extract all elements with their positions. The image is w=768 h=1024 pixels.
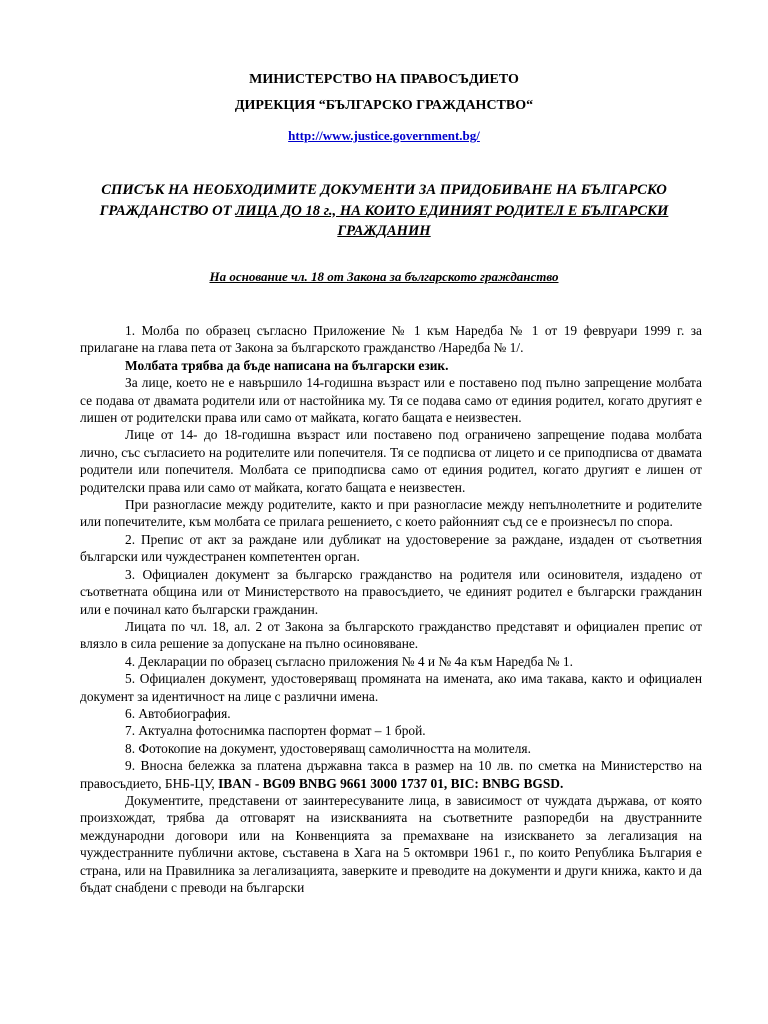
title-part-1: СПИСЪК НА НЕОБХОДИМИТЕ ДОКУМЕНТИ ЗА ПРИДОБИВАНЕ НА БЪЛГАРСКО ГРАЖДАНСТВО ОТ bbox=[99, 182, 667, 219]
ministry-heading: МИНИСТЕРСТВО НА ПРАВОСЪДИЕТО bbox=[249, 72, 519, 87]
legal-basis: На основание чл. 18 от Закона за българското гражданство bbox=[209, 269, 559, 284]
item-7: 7. Актуална фотоснимка паспортен формат – 1 брой. bbox=[125, 723, 426, 739]
directorate-heading: ДИРЕКЦИЯ “БЪЛГАРСКО ГРАЖДАНСТВО“ bbox=[234, 98, 534, 113]
website-line bbox=[0, 126, 768, 146]
item-4: 4. Декларации по образец съгласно приложения № 4 и № 4а към Наредба № 1. bbox=[125, 653, 573, 669]
document-title bbox=[80, 180, 688, 242]
item-6: 6. Автобиография. bbox=[125, 705, 231, 721]
item-1-language-note: Молбата трябва да бъде написана на български език. bbox=[125, 357, 449, 373]
document-body bbox=[80, 322, 702, 896]
item-8: 8. Фотокопие на документ, удостоверяващ самоличността на молителя. bbox=[125, 740, 531, 756]
item-9-text: 9. Вносна бележка за платена държавна такса в размер на 10 лв. по сметка на Министерство на правосъдието, БНБ-ЦУ, bbox=[80, 758, 702, 791]
item-2: 2. Препис от акт за раждане или дубликат на удостоверение за раждане, издаден от съответния български или чуждестранен компетентен орган. bbox=[80, 531, 702, 565]
item-1-14-to-18: Лице от 14- до 18-годишна възраст или поставено под ограничено запрещение подава молбата лично, със съгласието на родителите или попечителя. Тя се подписва от лицето и се приподписва от двамата родители или попечителя. Молбата се приподписва само от единия родител, когато другият е лишен от родителски права или само от майката, когато бащата е неизвестен. bbox=[80, 427, 702, 495]
item-9-iban: IBAN - BG09 BNBG 9661 3000 1737 01, BIC: BNBG BGSD. bbox=[218, 775, 564, 791]
item-1-under-14: За лице, което не е навършило 14-годишна възраст или е поставено под пълно запрещение молбата се подава от двамата родители или от настойника му. Тя се подава само от единия родител, когато другият е лишен от родителски права или само от майката, когато бащата е неизвестен. bbox=[80, 375, 702, 426]
item-3-adoption: Лицата по чл. 18, ал. 2 от Закона за българското гражданство представят и официален препис от влязло в сила решение за допускане на пълно осиновяване. bbox=[80, 618, 702, 652]
item-3: 3. Официален документ за българско гражданство на родителя или осиновителя, издадено от съответната община или от Министерството на правосъдието, че единият родител е български гражданин или е починал като български гражданин. bbox=[80, 566, 702, 617]
item-9 bbox=[80, 757, 702, 792]
title-part-2: ЛИЦА ДО 18 г., НА КОИТО ЕДИНИЯТ РОДИТЕЛ Е БЪЛГАРСКИ ГРАЖДАНИН bbox=[235, 202, 669, 239]
item-5: 5. Официален документ, удостоверяващ промяната на имената, ако има такава, както и официален документ за идентичност на лице с различни имена. bbox=[80, 671, 702, 704]
website-link[interactable]: http://www.justice.government.bg/ bbox=[288, 128, 480, 143]
item-1-disagreement: При разногласие между родителите, както и при разногласие между непълнолетните и родителите или попечителите, към молбата се прилага решението, с което районният съд се е произнесъл по спора. bbox=[80, 497, 702, 530]
item-1: 1. Молба по образец съгласно Приложение № 1 към Наредба № 1 от 19 февруари 1999 г. за прилагане на глава пета от Закона за българското гражданство /Наредба № 1/. bbox=[80, 323, 702, 356]
documents-requirements: Документите, представени от заинтересуваните лица, в зависимост от чуждата държава, от която произхождат, трябва да отговарят на изискванията на съответните разпоредби на двустранните международни договори или на Конвенцията за премахване на изискването за легализация на чуждестранните публични актове, съставена в Хага на 5 октомври 1961 г., по които Република България е страна, или на Правилника за легализацията, заверките и преводите на документи и други книжа, както и да бъдат снабдени с преводи на български bbox=[80, 792, 702, 895]
